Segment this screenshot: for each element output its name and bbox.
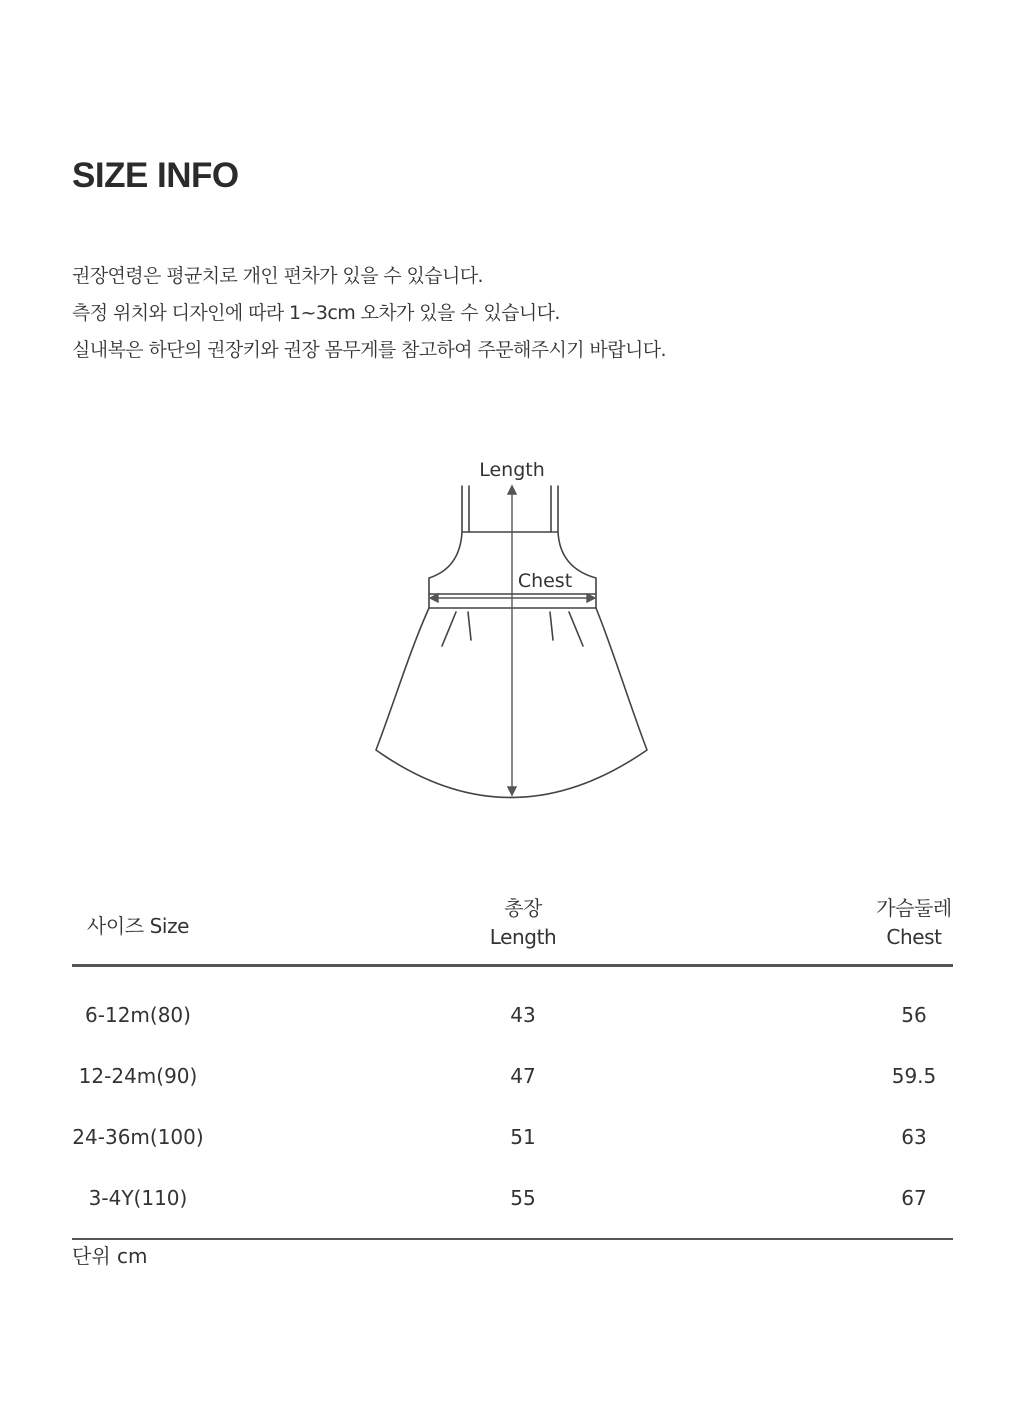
cell-chest: 63: [901, 1125, 927, 1149]
dress-measurement-diagram: [360, 450, 660, 810]
chest-label: Chest: [517, 570, 573, 592]
cell-size: 6-12m(80): [85, 1003, 191, 1027]
cell-chest: 56: [901, 1003, 927, 1027]
note-line: 실내복은 하단의 권장키와 권장 몸무게를 참고하여 주문해주시기 바랍니다.: [72, 339, 666, 361]
header-length: [473, 894, 573, 952]
header-chest-ko: 가슴둘레: [876, 896, 952, 920]
length-label: Length: [479, 459, 545, 481]
pleat: [442, 612, 456, 646]
table-row: [72, 1046, 953, 1107]
cell-length: 43: [510, 1003, 536, 1027]
cell-chest: 59.5: [891, 1064, 937, 1088]
pleat: [550, 612, 553, 640]
note-line: 측정 위치와 디자인에 따라 1~3cm 오차가 있을 수 있습니다.: [72, 302, 560, 324]
cell-length: 51: [510, 1125, 536, 1149]
header-size-label: 사이즈 Size: [86, 914, 190, 938]
length-arrow-head-bottom: [508, 787, 516, 795]
header-chest: [864, 894, 964, 952]
chest-arrow-head-left: [430, 594, 438, 602]
unit-note: 단위 cm: [72, 1244, 148, 1268]
page-title: SIZE INFO: [72, 156, 239, 195]
header-length-ko: 총장: [504, 896, 542, 920]
cell-size: 3-4Y(110): [88, 1186, 188, 1210]
cell-size: 24-36m(100): [72, 1125, 204, 1149]
chest-arrow-head-right: [587, 594, 595, 602]
cell-size: 12-24m(90): [78, 1064, 198, 1088]
cell-length: 47: [510, 1064, 536, 1088]
size-table: [72, 880, 953, 1240]
pleat: [468, 612, 471, 640]
cell-length: 55: [510, 1186, 536, 1210]
table-row: [72, 1168, 953, 1229]
table-row: [72, 985, 953, 1046]
cell-chest: 67: [901, 1186, 927, 1210]
note-line: 권장연령은 평균치로 개인 편차가 있을 수 있습니다.: [72, 265, 483, 287]
pleat: [569, 612, 583, 646]
header-chest-en: Chest: [886, 925, 942, 949]
header-size: [72, 912, 204, 941]
table-row: [72, 1107, 953, 1168]
length-arrow-head-top: [508, 486, 516, 494]
table-header: [72, 880, 953, 967]
table-body: [72, 967, 953, 1240]
header-length-en: Length: [489, 925, 557, 949]
size-notes: [72, 258, 666, 369]
